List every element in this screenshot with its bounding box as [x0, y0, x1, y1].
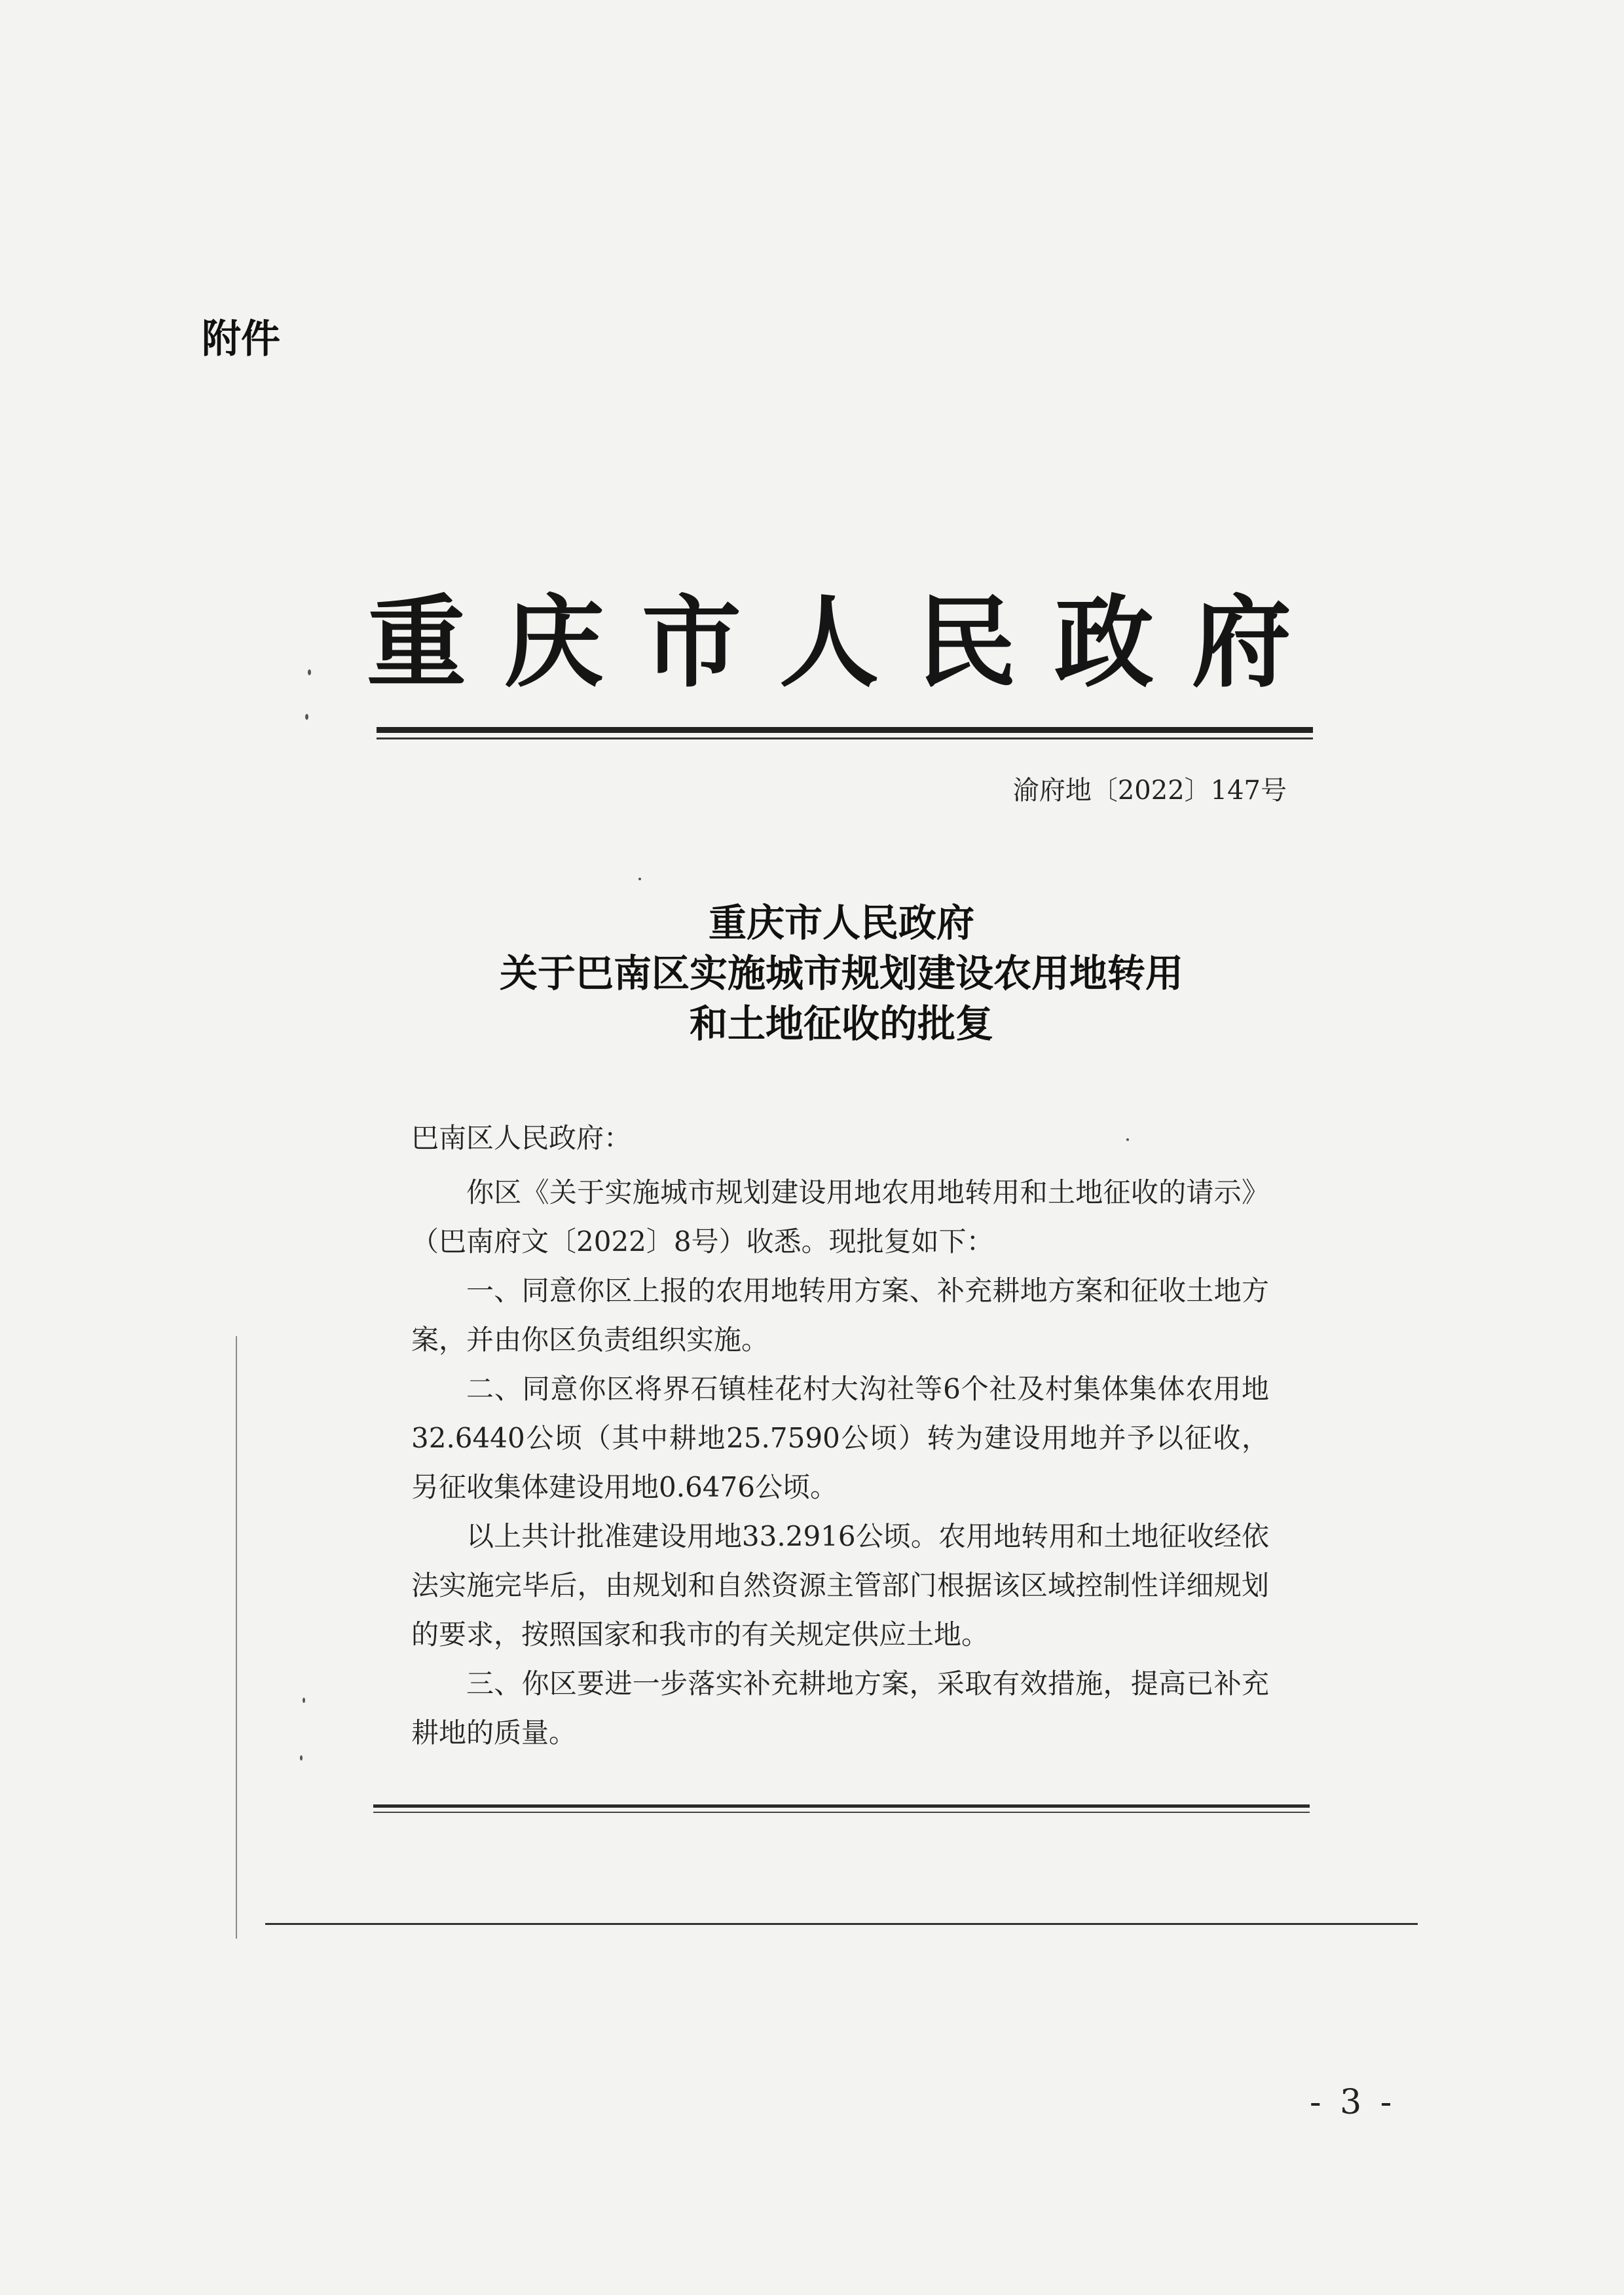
issuing-authority-title: 重庆市人民政府 — [367, 584, 1297, 701]
scan-speck — [308, 669, 311, 675]
closing-rule-thick — [373, 1804, 1310, 1808]
scan-margin-line — [236, 1336, 237, 1939]
scan-speck — [300, 1755, 303, 1761]
heading-line-1: 重庆市人民政府 — [708, 901, 974, 945]
header-rule-thick — [377, 727, 1313, 733]
scan-speck — [305, 714, 308, 720]
closing-rule-thin — [373, 1812, 1310, 1813]
header-rule-thin — [377, 737, 1313, 739]
page-divider — [265, 1923, 1418, 1925]
scan-speck — [638, 878, 641, 880]
body-paragraph: 以上共计批准建设用地33.2916公顷。农用地转用和土地征收经依法实施完毕后，由规划和自然资源主管部门根据该区域控制性详细规划的要求，按照国家和我市的有关规定供应土地。 — [411, 1520, 1269, 1651]
document-number: 渝府地〔2022〕147号 — [1012, 775, 1287, 806]
body-paragraph: 二、同意你区将界石镇桂花村大沟社等6个社及村集体集体农用地32.6440公顷（其中耕地25.7590公顷）转为建设用地并予以征收，另征收集体建设用地0.6476公顷。 — [411, 1373, 1269, 1503]
body-paragraph: 一、同意你区上报的农用地转用方案、补充耕地方案和征收土地方案，并由你区负责组织实施。 — [411, 1275, 1269, 1356]
scan-speck — [1126, 1138, 1129, 1141]
heading-line-2: 关于巴南区实施城市规划建设农用地转用 — [499, 951, 1183, 996]
body-paragraph: 你区《关于实施城市规划建设用地农用地转用和土地征收的请示》（巴南府文〔2022〕8号）收悉。现批复如下： — [411, 1176, 1269, 1258]
page-number: - 3 - — [1310, 2083, 1396, 2122]
attachment-label: 附件 — [202, 316, 280, 362]
addressee: 巴南区人民政府： — [411, 1122, 632, 1154]
body-paragraph: 三、你区要进一步落实补充耕地方案，采取有效措施，提高已补充耕地的质量。 — [411, 1668, 1269, 1749]
scan-speck — [303, 1698, 305, 1703]
heading-line-3: 和土地征收的批复 — [689, 1001, 993, 1046]
